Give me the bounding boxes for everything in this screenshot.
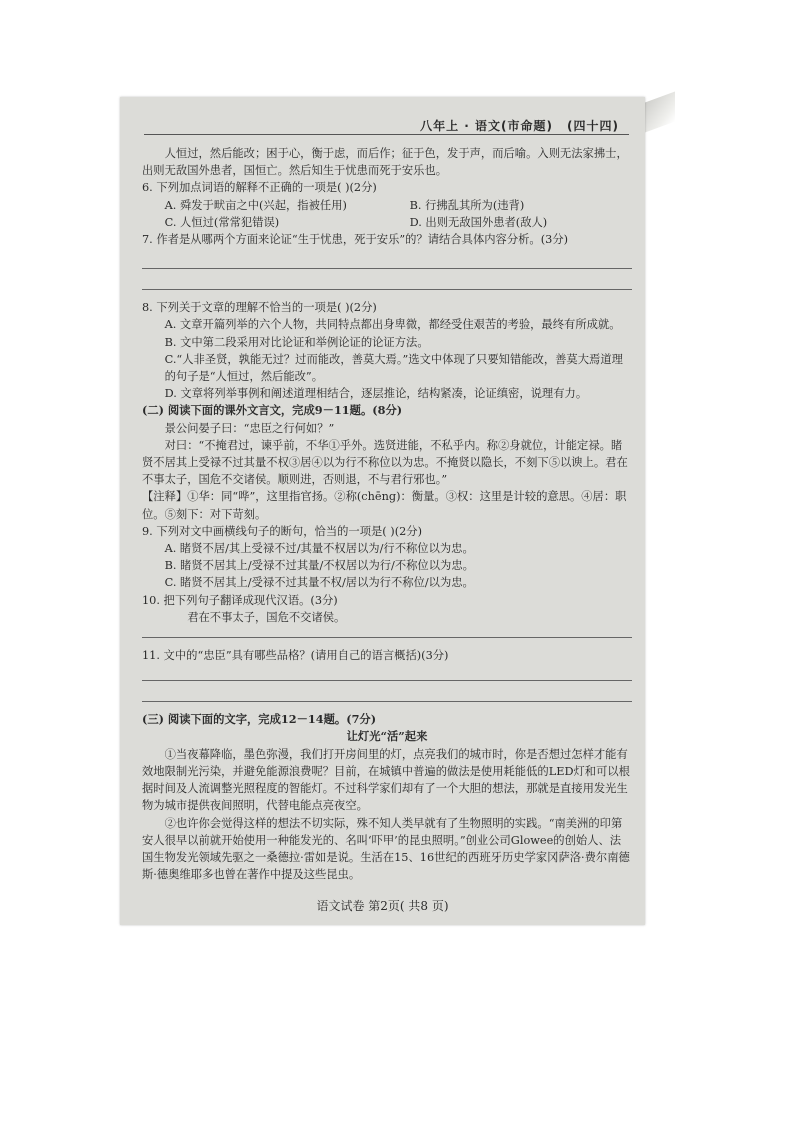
- q6-option-b: B. 行拂乱其所为(违背): [409, 198, 525, 212]
- q6-stem: 6. 下列加点词语的解释不正确的一项是( )(2分): [142, 181, 377, 195]
- q8-option-b: B. 文中第二段采用对比论证和举例论证的论证方法。: [164, 335, 429, 349]
- header-rule: [144, 134, 629, 135]
- q7-stem: 7. 作者是从哪两个方面来论证“生于忧患，死于安乐”的？请结合具体内容分析。(3分): [142, 233, 569, 247]
- q10-sentence: 君在不事太子，国危不交诸侯。: [187, 610, 346, 624]
- q9-option-a: A. 睹贤不居/其上受禄不过/其量不权居以为/行不称位以为忠。: [164, 542, 474, 556]
- page-footer: 语文试卷 第2页( 共8 页): [316, 899, 449, 913]
- page-header: [420, 117, 619, 134]
- q6-options-row-1: [142, 197, 632, 214]
- q9-stem: 9. 下列对文中画横线句子的断句，恰当的一项是( )(2分): [142, 524, 423, 538]
- section-2-title: (二) 阅读下面的课外文言文，完成9－11题。(8分): [142, 403, 403, 418]
- article-para-1: ①当夜幕降临，墨色弥漫，我们打开房间里的灯，点亮我们的城市时，你是否想过怎样才能有效地限制光污染，并避免能源浪费呢？目前，在城镇中普遍的做法是使用耗能低的LED灯和可以根据时间及人流调整光照程度的智能灯。不过科学家们却有了一个大胆的想法，那就是直接用发光生物为城市提供夜间照明，代替电能点亮夜空。: [142, 747, 630, 813]
- section-2-note: 【注释】①华：同“哗”，这里指官扬。②称(chēng)：衡量。③权：这里是计较的意思。④居：职位。⑤刻下：对下苛刻。: [142, 490, 627, 521]
- section-2-line-2: 对曰：“不掩君过，谏乎前，不华①乎外。选贤进能，不私乎内。称②身就位，计能定禄。睹贤不居其上受禄不过其量不权③居④以为行不称位以为忠。不掩贤以隐长，不刻下⑤以谀上。君在不事太子，国危不交诸侯。顺则进，否则退，不与君行邪也。”: [142, 438, 628, 487]
- page-content: [142, 145, 632, 883]
- q7-answer-line-2[interactable]: [142, 278, 632, 290]
- q9-option-b: B. 睹贤不居其上/受禄不过其量/不权居以为行/不称位以为忠。: [164, 559, 474, 573]
- q7-answer-line-1[interactable]: [142, 257, 632, 269]
- q11-answer-line-1[interactable]: [142, 669, 632, 681]
- q10-answer-line[interactable]: [142, 626, 632, 638]
- q11-answer-line-2[interactable]: [142, 690, 632, 702]
- q9-option-c: C. 睹贤不居其上/受禄不过其量不权/居以为行不称位/以为忠。: [164, 576, 474, 590]
- section-2-line-1: 景公问晏子曰：“忠臣之行何如？”: [164, 421, 335, 435]
- paper-corner-shadow: [645, 92, 675, 133]
- q8-option-a: A. 文章开篇列举的六个人物，共同特点都出身卑微，都经受住艰苦的考验，最终有所成就。: [164, 318, 621, 332]
- article-title: 让灯光“活”起来: [346, 729, 428, 744]
- q11-stem: 11. 文中的“忠臣”具有哪些品格？(请用自己的语言概括)(3分): [142, 649, 449, 663]
- q6-option-a: A. 舜发于畎亩之中(兴起，指被任用): [164, 198, 347, 212]
- section-3-title: (三) 阅读下面的文字，完成12－14题。(7分): [142, 712, 377, 727]
- q6-option-d: D. 出则无敌国外患者(敌人): [409, 215, 548, 229]
- q10-stem: 10. 把下列句子翻译成现代汉语。(3分): [142, 593, 338, 607]
- header-code: (四十四): [567, 119, 619, 133]
- q8-stem: 8. 下列关于文章的理解不恰当的一项是( )(2分): [142, 301, 377, 315]
- q6-options-row-2: [142, 214, 632, 231]
- q8-option-c: C.“人非圣贤，孰能无过？过而能改，善莫大焉。”选文中体现了只要知错能改，善莫大焉道理的句子是“人恒过，然后能改”。: [164, 352, 623, 384]
- header-title: 八年上 · 语文(市命题): [420, 119, 554, 133]
- passage-1: 人恒过，然后能改；困于心，衡于虑，而后作；征于色，发于声，而后喻。入则无法家拂士，出则无敌国外患者，国恒亡。然后知生于忧患而死于安乐也。: [142, 147, 628, 178]
- article-para-2: ②也许你会觉得这样的想法不切实际，殊不知人类早就有了生物照明的实践。“南美洲的印第安人很早以前就开始使用一种能发光的、名叫‘吓甲’的昆虫照明。”创业公司Glowee的创始人、法国生物发光领域先驱之一桑德拉·雷如是说。生活在15、16世纪的西班牙历史学家冈萨洛·费尔南德斯·德奥维耶多也曾在著作中提及这些昆虫。: [142, 816, 630, 882]
- exam-paper-photo: [120, 97, 645, 925]
- q6-option-c: C. 人恒过(常常犯错误): [164, 215, 280, 229]
- q8-option-d: D. 文章将列举事例和阐述道理相结合，逐层推论，结构紧凑，论证缜密，说理有力。: [164, 387, 588, 401]
